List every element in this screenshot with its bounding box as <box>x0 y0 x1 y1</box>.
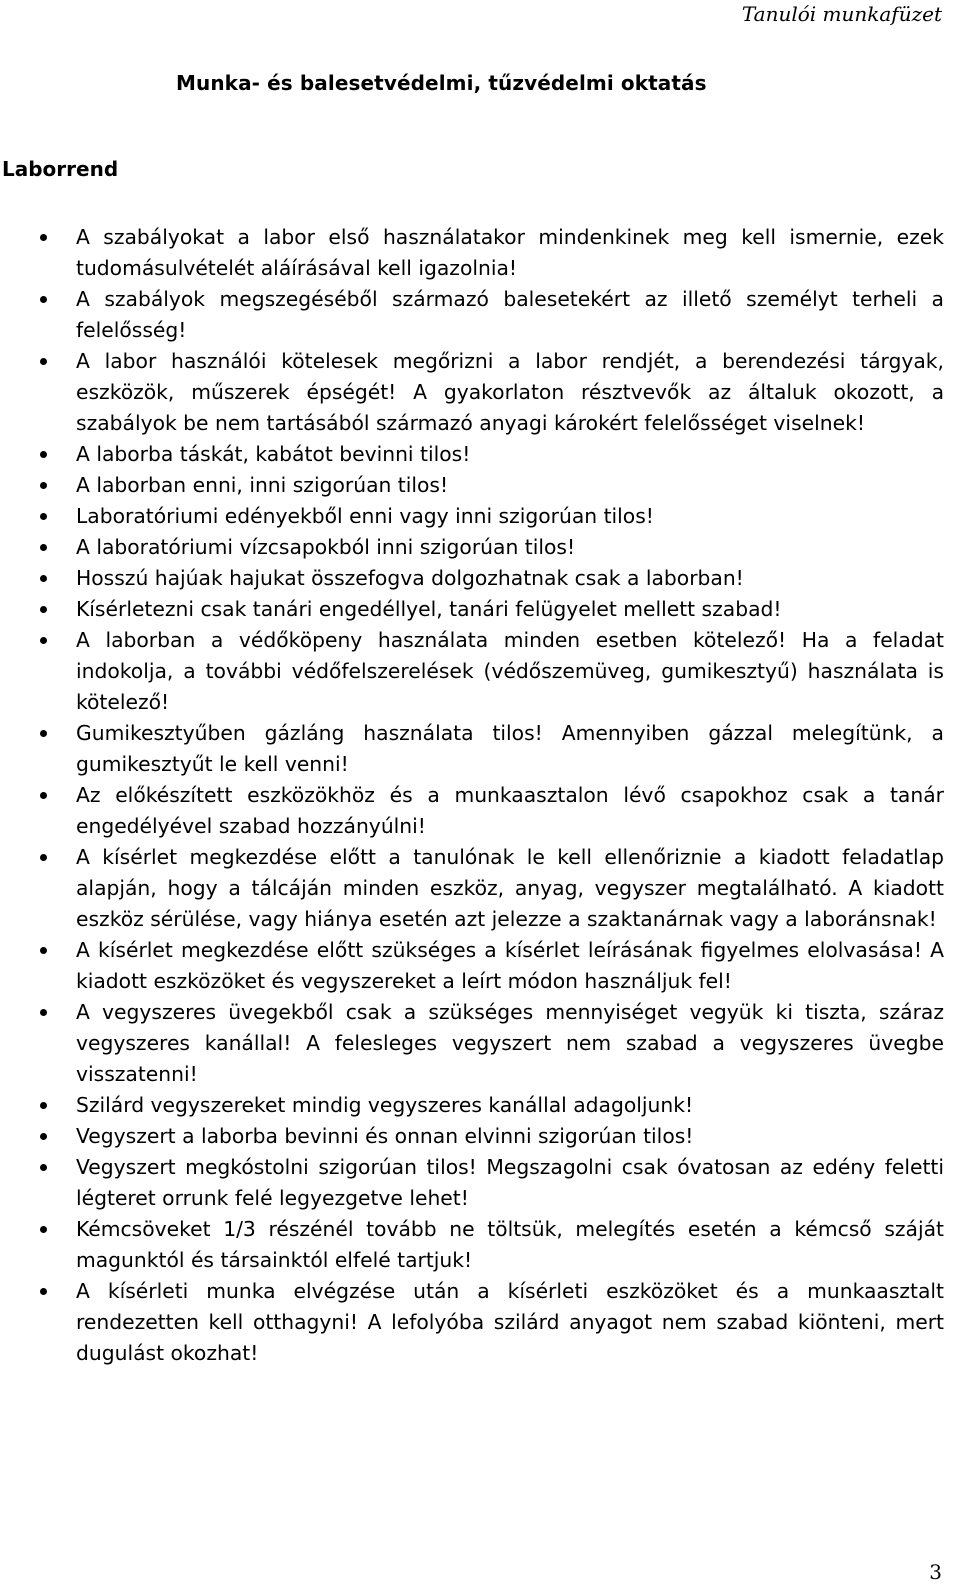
rules-list <box>76 222 944 1369</box>
bullet-icon <box>40 606 47 613</box>
section-title: Laborrend <box>2 157 119 181</box>
page-number: 3 <box>929 1560 942 1584</box>
bullet-icon <box>40 1164 47 1171</box>
rule-text: A vegyszeres üvegekből csak a szükséges mennyiséget vegyük ki tiszta, száraz vegyszeres kanállal! A felesleges vegyszert nem szabad a vegyszeres üvegbe visszatenni! <box>76 1000 944 1086</box>
rule-text: Vegyszert a laborba bevinni és onnan elvinni szigorúan tilos! <box>76 1124 694 1148</box>
document-title: Munka- és balesetvédelmi, tűzvédelmi oktatás <box>176 71 707 95</box>
bullet-icon <box>40 451 47 458</box>
list-item <box>76 625 944 718</box>
list-item <box>76 501 944 532</box>
rule-text: Szilárd vegyszereket mindig vegyszeres kanállal adagoljunk! <box>76 1093 694 1117</box>
list-item <box>76 222 944 284</box>
rule-text: Hosszú hajúak hajukat összefogva dolgozhatnak csak a laborban! <box>76 566 744 590</box>
rule-text: A laborban a védőköpeny használata minden esetben kötelező! Ha a feladat indokolja, a további védőfelszerelések (védőszemüveg, gumikesztyű) használata is kötelező! <box>76 628 944 714</box>
bullet-icon <box>40 792 47 799</box>
list-item <box>76 780 944 842</box>
list-item <box>76 563 944 594</box>
bullet-icon <box>40 1133 47 1140</box>
bullet-icon <box>40 1009 47 1016</box>
list-item <box>76 1276 944 1369</box>
rule-text: A laborba táskát, kabátot bevinni tilos! <box>76 442 471 466</box>
rule-text: Vegyszert megkóstolni szigorúan tilos! Megszagolni csak óvatosan az edény feletti légteret orrunk felé legyezgetve lehet! <box>76 1155 944 1210</box>
workbook-header: Tanulói munkafüzet <box>741 2 942 26</box>
list-item <box>76 1152 944 1214</box>
list-item <box>76 1121 944 1152</box>
bullet-icon <box>40 296 47 303</box>
bullet-icon <box>40 513 47 520</box>
list-item <box>76 532 944 563</box>
bullet-icon <box>40 575 47 582</box>
rule-text: A laborban enni, inni szigorúan tilos! <box>76 473 449 497</box>
list-item <box>76 284 944 346</box>
list-item <box>76 1090 944 1121</box>
rule-text: A szabályokat a labor első használatakor mindenkinek meg kell ismernie, ezek tudomásulvételét aláírásával kell igazolnia! <box>76 225 944 280</box>
bullet-icon <box>40 358 47 365</box>
rule-text: Laboratóriumi edényekből enni vagy inni szigorúan tilos! <box>76 504 654 528</box>
list-item <box>76 842 944 935</box>
bullet-icon <box>40 637 47 644</box>
list-item <box>76 1214 944 1276</box>
rule-text: Kémcsöveket 1/3 részénél tovább ne töltsük, melegítés esetén a kémcső száját magunktól és társainktól elfelé tartjuk! <box>76 1217 944 1272</box>
list-item <box>76 346 944 439</box>
rule-text: Gumikesztyűben gázláng használata tilos! Amennyiben gázzal melegítünk, a gumikesztyűt le kell venni! <box>76 721 944 776</box>
rule-text: A labor használói kötelesek megőrizni a labor rendjét, a berendezési tárgyak, eszközök, műszerek épségét! A gyakorlaton résztvevők az általuk okozott, a szabályok be nem tartásából származó anyagi károkért felelősséget viselnek! <box>76 349 944 435</box>
bullet-icon <box>40 1288 47 1295</box>
bullet-icon <box>40 854 47 861</box>
bullet-icon <box>40 482 47 489</box>
list-item <box>76 718 944 780</box>
rule-text: A kísérlet megkezdése előtt szükséges a kísérlet leírásának figyelmes elolvasása! A kiadott eszközöket és vegyszereket a leírt módon használjuk fel! <box>76 938 944 993</box>
list-item <box>76 594 944 625</box>
list-item <box>76 470 944 501</box>
bullet-icon <box>40 544 47 551</box>
bullet-icon <box>40 730 47 737</box>
list-item <box>76 439 944 470</box>
bullet-icon <box>40 234 47 241</box>
rule-text: A laboratóriumi vízcsapokból inni szigorúan tilos! <box>76 535 576 559</box>
rule-text: A kísérleti munka elvégzése után a kísérleti eszközöket és a munkaasztalt rendezetten kell otthagyni! A lefolyóba szilárd anyagot nem szabad kiönteni, mert dugulást okozhat! <box>76 1279 944 1365</box>
list-item <box>76 997 944 1090</box>
bullet-icon <box>40 947 47 954</box>
rule-text: Az előkészített eszközökhöz és a munkaasztalon lévő csapokhoz csak a tanár engedélyével szabad hozzányúlni! <box>76 783 944 838</box>
rule-text: A szabályok megszegéséből származó balesetekért az illető személyt terheli a felelősség! <box>76 287 944 342</box>
rule-text: Kísérletezni csak tanári engedéllyel, tanári felügyelet mellett szabad! <box>76 597 782 621</box>
list-item <box>76 935 944 997</box>
rule-text: A kísérlet megkezdése előtt a tanulónak le kell ellenőriznie a kiadott feladatlap alapján, hogy a tálcáján minden eszköz, anyag, vegyszer megtalálható. A kiadott eszköz sérülése, vagy hiánya esetén azt jelezze a szaktanárnak vagy a laboránsnak! <box>76 845 944 931</box>
bullet-icon <box>40 1102 47 1109</box>
bullet-icon <box>40 1226 47 1233</box>
